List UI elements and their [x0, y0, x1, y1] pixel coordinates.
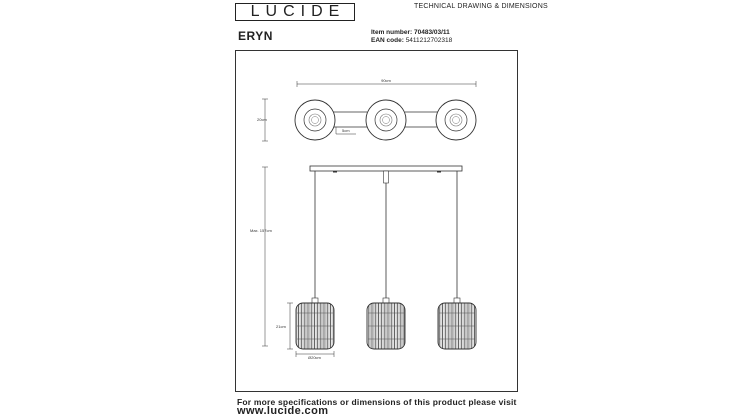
shade-height-label: 21cm: [276, 324, 286, 329]
item-number-value: 70483/03/11: [413, 29, 450, 36]
canopy-depth-dimension: [257, 99, 268, 141]
ean-code-value: 5411212702318: [405, 37, 453, 44]
website-link[interactable]: www.lucide.com: [237, 405, 329, 417]
product-name: ERYN: [238, 29, 273, 43]
suspension-cords: [315, 171, 457, 298]
document-title: TECHNICAL DRAWING & DIMENSIONS: [414, 3, 548, 10]
shade-diameter-dimension: [296, 351, 334, 360]
canopy-spacing-dimension: [336, 127, 356, 134]
shade-right: [438, 298, 476, 349]
canopy-spacing-label: 5cm: [342, 128, 350, 133]
total-width-dimension: [297, 78, 476, 87]
top-view-shade-left: [295, 100, 335, 140]
footer-info-text: For more specifications or dimensions of this product please visit: [237, 397, 517, 407]
shade-left: [296, 298, 334, 349]
top-view-shade-center: [366, 100, 406, 140]
canopy-depth-label: 20cm: [257, 117, 267, 122]
top-view: [295, 100, 476, 140]
logo-text: LUCIDE: [250, 3, 346, 20]
ean-code-label: EAN code:: [371, 37, 404, 44]
top-view-shade-right: [436, 100, 476, 140]
shade-center: [367, 298, 405, 349]
total-width-label: 90cm: [381, 78, 391, 83]
max-height-dimension: [250, 167, 272, 346]
item-number-label: Item number:: [371, 29, 413, 36]
shade-diameter-label: Ø20cm: [308, 355, 321, 360]
max-height-label: Max. 157cm: [250, 228, 272, 233]
shade-height-dimension: [276, 303, 293, 349]
